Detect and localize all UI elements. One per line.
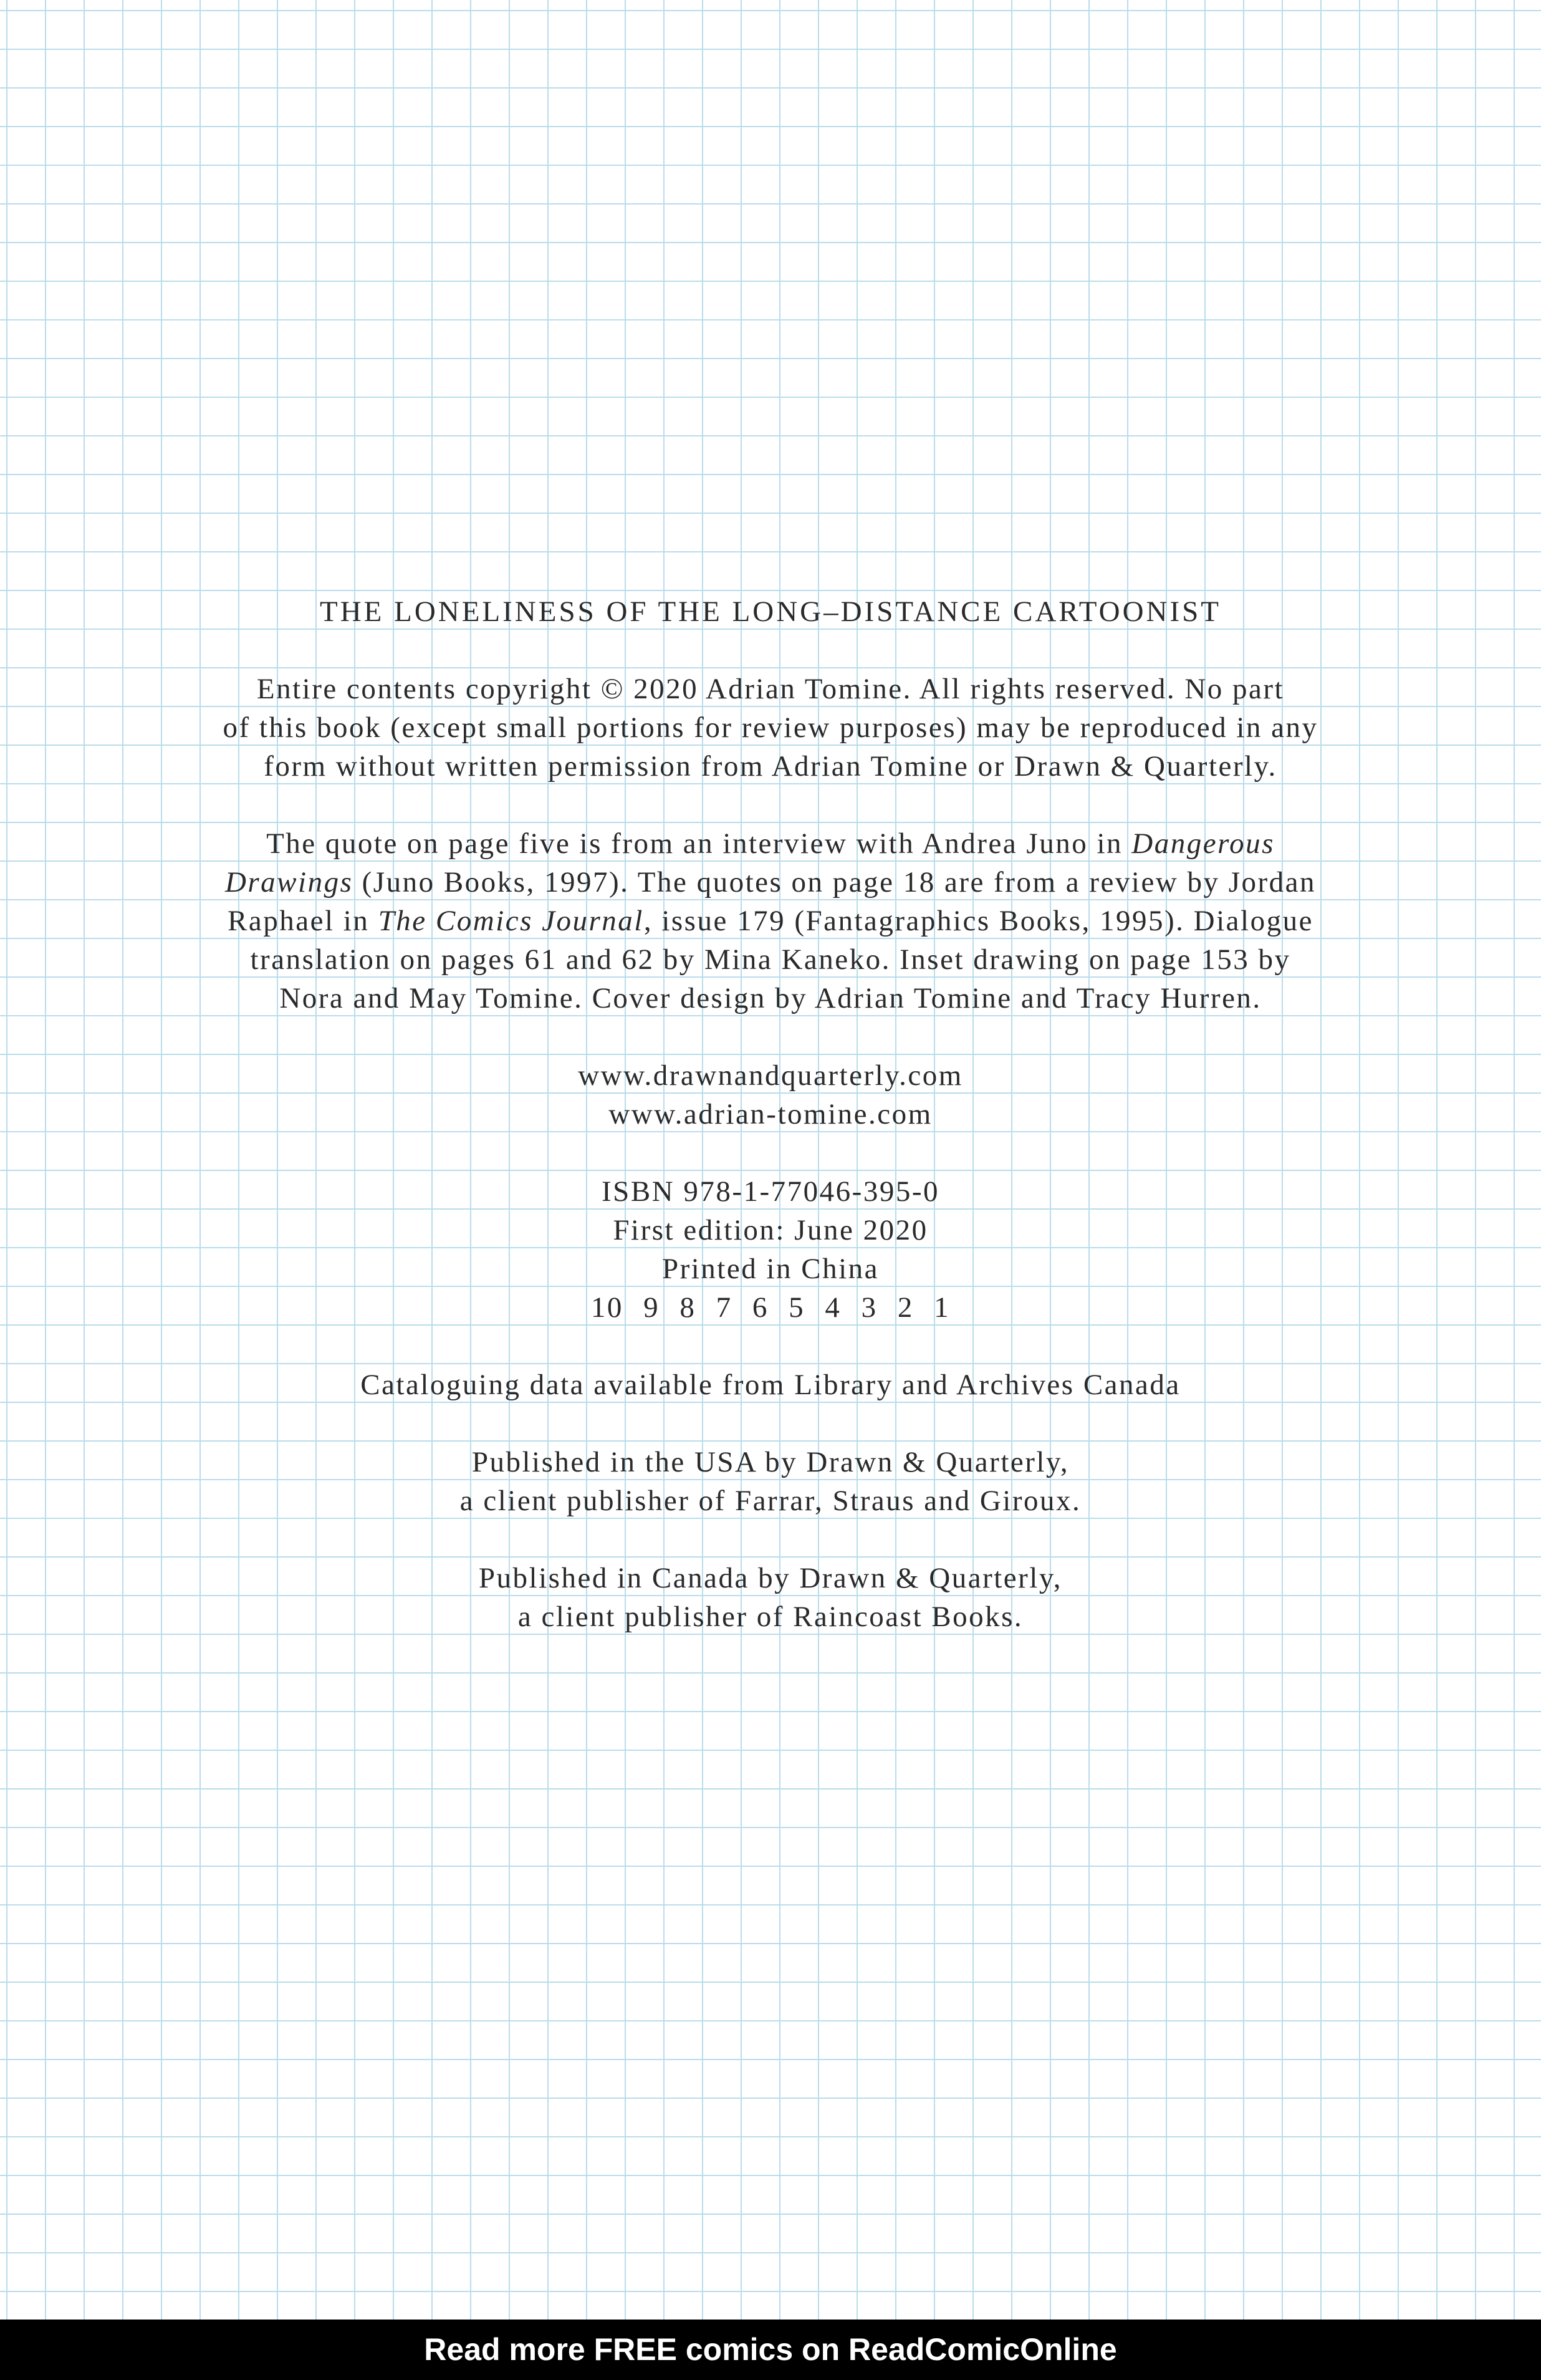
cataloguing-note: Cataloguing data available from Library and Archives Canada — [360, 1369, 1181, 1401]
printing-line: 10 9 8 7 6 5 4 3 2 1 — [590, 1291, 951, 1324]
isbn: ISBN 978-1-77046-395-0 — [602, 1175, 939, 1208]
credits-line: Nora and May Tomine. Cover design by Adrian Tomine and Tracy Hurren. — [279, 982, 1262, 1014]
credits-italic-text: Drawings — [224, 866, 353, 899]
publisher-website: www.drawnandquarterly.com — [578, 1059, 963, 1092]
credits-italic-text: Dangerous — [1131, 827, 1275, 860]
usa-publisher-line: Published in the USA by Drawn & Quarterly, — [471, 1446, 1070, 1478]
canada-publisher-line: a client publisher of Raincoast Books. — [517, 1601, 1024, 1633]
promo-banner[interactable]: Read more FREE comics on ReadComicOnline — [0, 2320, 1541, 2380]
credits-line: translation on pages 61 and 62 by Mina Kaneko. Inset drawing on page 153 by — [250, 943, 1291, 976]
credits-line — [147, 902, 1394, 940]
canada-publisher — [147, 1559, 1394, 1636]
credits-text: Raphael in — [228, 905, 378, 937]
copyright-line: Entire contents copyright © 2020 Adrian Tomine. All rights reserved. No part — [256, 673, 1285, 705]
first-edition: First edition: June 2020 — [613, 1214, 928, 1246]
edition-info — [147, 1172, 1394, 1327]
author-website: www.adrian-tomine.com — [608, 1098, 933, 1130]
websites — [147, 1056, 1394, 1134]
credits-line — [147, 863, 1394, 902]
usa-publisher-line: a client publisher of Farrar, Straus and Giroux. — [459, 1485, 1082, 1517]
usa-publisher — [147, 1443, 1394, 1520]
copyright-line: of this book (except small portions for review purposes) may be reproduced in any — [223, 711, 1318, 744]
book-title: THE LONELINESS OF THE LONG–DISTANCE CARTOONIST — [320, 595, 1221, 628]
credits-italic-text: The Comics Journal — [378, 905, 644, 937]
copyright-line: form without written permission from Adrian Tomine or Drawn & Quarterly. — [264, 750, 1277, 783]
credits-text: The quote on page five is from an interview with Andrea Juno in — [266, 827, 1132, 860]
credits-text: (Juno Books, 1997). The quotes on page 18 are from a review by Jordan — [353, 866, 1317, 899]
printed-in: Printed in China — [661, 1253, 880, 1285]
credits-paragraph — [147, 824, 1394, 1018]
copyright-page-text — [147, 592, 1394, 1675]
copyright-notice — [147, 670, 1394, 786]
canada-publisher-line: Published in Canada by Drawn & Quarterly, — [478, 1562, 1063, 1594]
credits-line — [147, 824, 1394, 863]
credits-text: , issue 179 (Fantagraphics Books, 1995). Dialogue — [643, 905, 1313, 937]
